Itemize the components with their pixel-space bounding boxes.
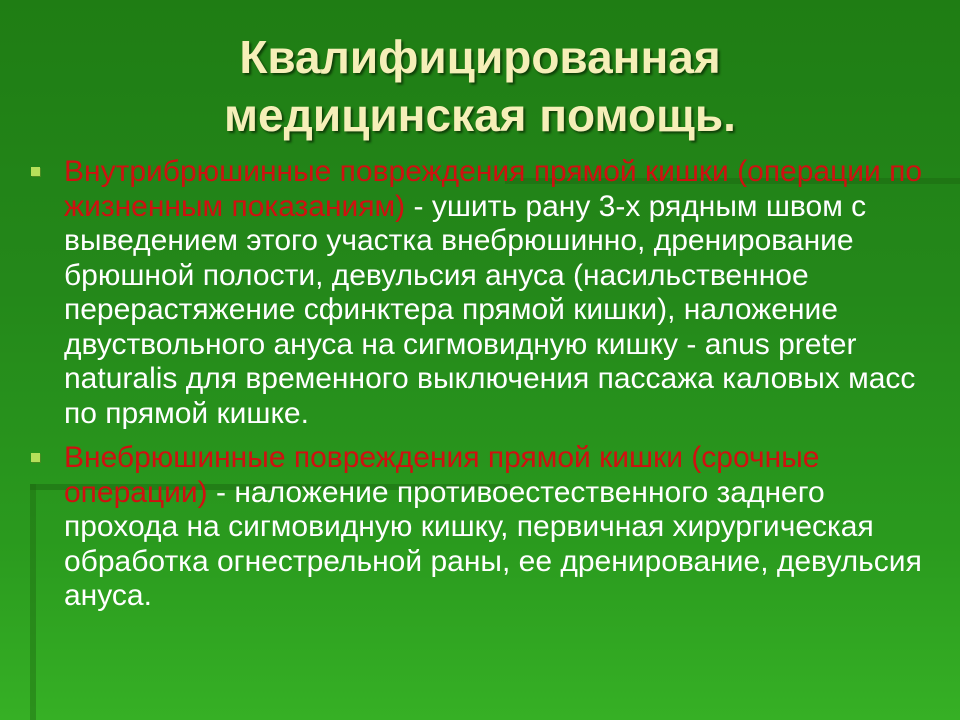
bullet-list bbox=[28, 155, 938, 614]
bullet-item bbox=[28, 155, 938, 431]
bullet-text: - ушить рану 3-х рядным швом с выведением этого участка внебрюшинно, дренирование брюшной полости, девульсия ануса (насильственное перерастяжение сфинктера прямой кишки), наложение двуствольного ануса на сигмовидную кишку - anus preter naturalis для временного выключения пассажа каловых масс по прямой кишке. bbox=[64, 189, 916, 430]
slide-title bbox=[0, 28, 960, 144]
title-line-2: медицинская помощь. bbox=[224, 89, 736, 141]
title-line-1: Квалифицированная bbox=[239, 31, 721, 83]
square-bullet-icon bbox=[31, 453, 40, 462]
bullet-text: - наложение противоестественного заднего прохода на сигмовидную кишку, первичная хирургическая обработка огнестрельной раны, ее дренирование, девульсия ануса. bbox=[64, 475, 922, 612]
bullet-item bbox=[28, 441, 938, 614]
highlighted-text: Внебрюшинные повреждения прямой кишки (срочные операции) bbox=[64, 441, 820, 509]
highlighted-text: Внутрибрюшинные повреждения прямой кишки (операции по жизненным показаниям) bbox=[64, 155, 923, 223]
square-bullet-icon bbox=[31, 167, 40, 176]
